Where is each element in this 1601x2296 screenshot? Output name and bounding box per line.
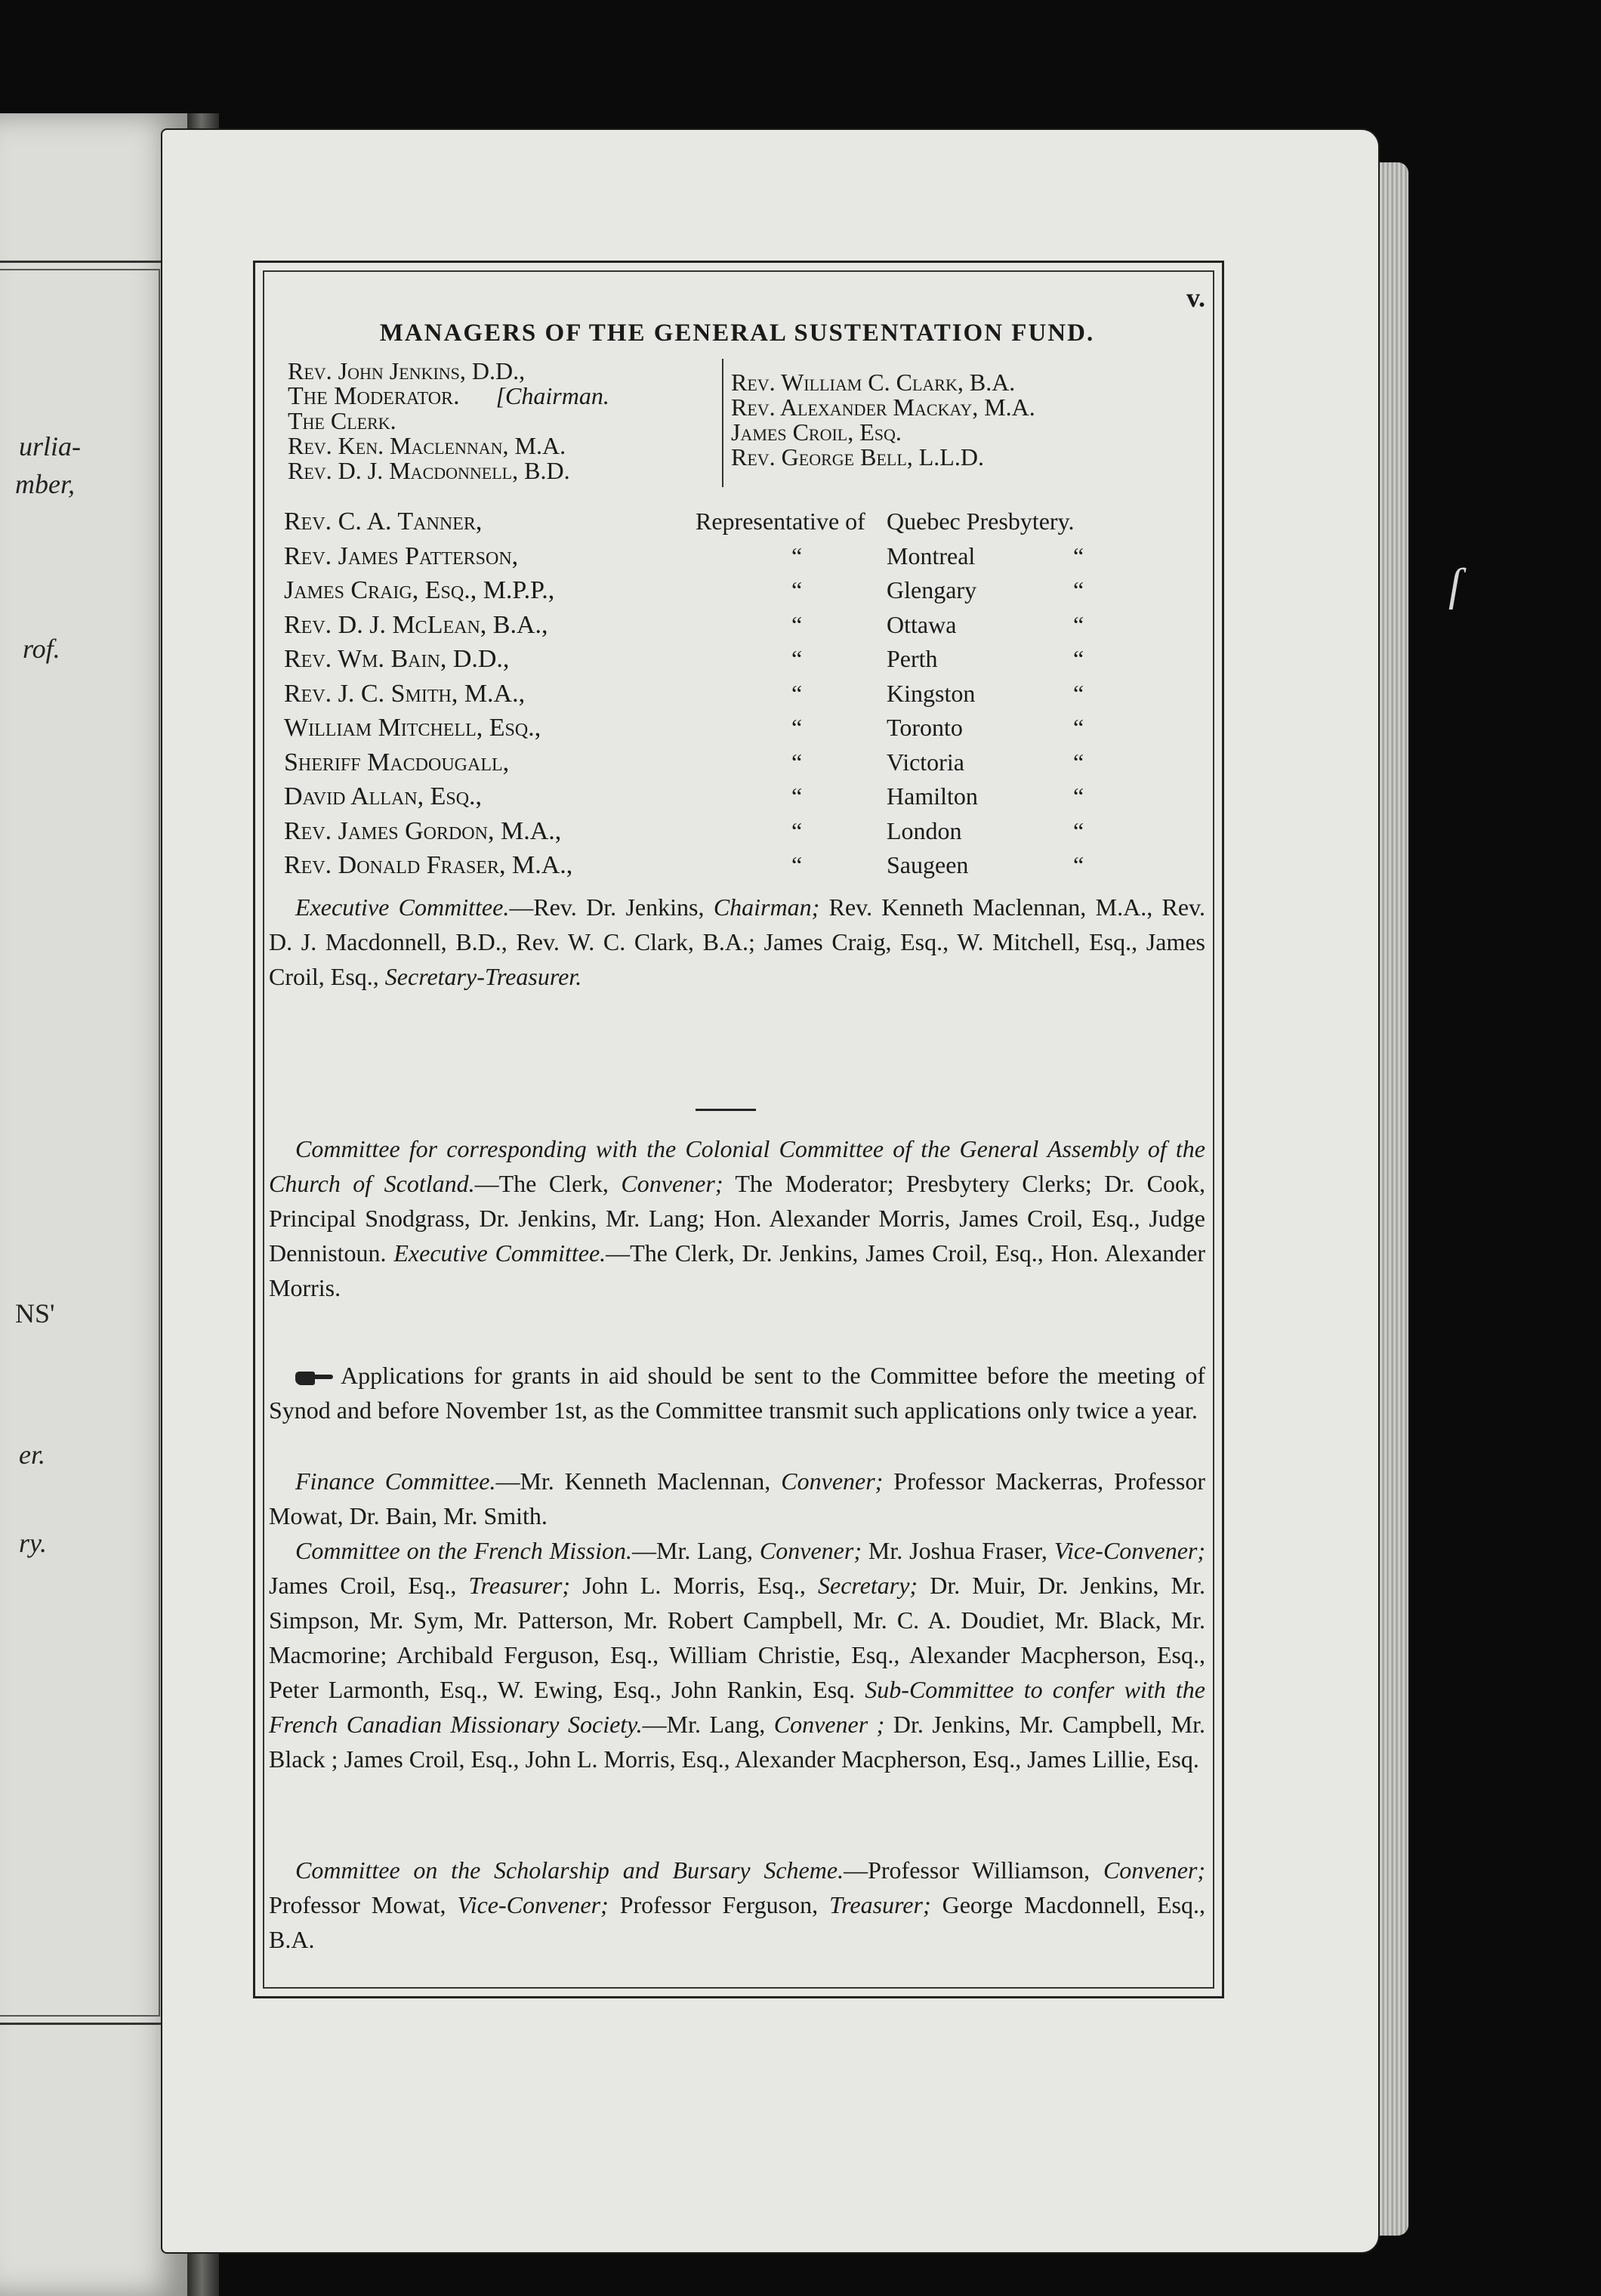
- representative-row: [284, 814, 1198, 849]
- presbytery-name: Montreal: [887, 542, 976, 569]
- ditto-mark: “: [791, 782, 803, 810]
- ditto-mark: “: [1073, 576, 1084, 603]
- representative-name: Rev. Donald Fraser, M.A.,: [284, 851, 573, 879]
- page-edges: [1374, 162, 1408, 2236]
- representative-row: [284, 848, 1198, 883]
- representative-name: David Allan, Esq.,: [284, 782, 483, 810]
- ditto-mark: “: [791, 645, 803, 672]
- representative-row: [284, 677, 1198, 711]
- paragraph-text: —Rev. Dr. Jenkins,: [509, 893, 714, 921]
- representative-row: [284, 505, 1198, 539]
- presbytery-name: Toronto: [887, 714, 963, 741]
- manager-entry: Rev. John Jenkins, D.D.,: [288, 357, 526, 384]
- ditto-mark: “: [1073, 714, 1084, 741]
- ditto-mark: “: [1073, 851, 1084, 878]
- presbytery-name: Ottawa: [887, 610, 957, 638]
- representative-row: [284, 745, 1198, 780]
- paragraph-text: —Mr. Kenneth Maclennan,: [495, 1467, 782, 1495]
- page-content: [269, 278, 1205, 1981]
- representative-row: [284, 711, 1198, 745]
- french-mission-paragraph: [269, 1533, 1205, 1776]
- paragraph-text: Professor Mackerras, Professor Mowat, Dr. Bain, Mr. Smith.: [269, 1467, 1206, 1529]
- presbytery-name: Saugeen: [887, 851, 969, 878]
- section-label: Sub-Committee to confer with the French Canadian Missionary Society.: [269, 1676, 1206, 1738]
- representative-row: [284, 539, 1198, 574]
- representative-name: James Craig, Esq., M.P.P.,: [284, 576, 555, 604]
- ditto-mark: “: [791, 576, 803, 603]
- representatives-list: [284, 505, 1198, 883]
- paragraph-text: —Professor Williamson,: [844, 1856, 1103, 1884]
- paragraph-text: James Croil, Esq.,: [269, 1572, 469, 1599]
- presbytery-name: Perth: [887, 645, 938, 672]
- left-page: [0, 113, 187, 2296]
- executive-committee-paragraph: [269, 890, 1205, 994]
- paragraph-text: —Mr. Lang,: [631, 1537, 760, 1564]
- ditto-mark: “: [791, 714, 803, 741]
- role-label: Convener;: [621, 1170, 723, 1197]
- left-fragment: rof.: [23, 634, 60, 664]
- section-label: Committee for corresponding with the Colonial Committee of the General Assembly of the Church of Scotland.: [269, 1135, 1205, 1197]
- representative-name: Rev. James Gordon, M.A.,: [284, 816, 562, 845]
- paragraph-text: George Macdonnell, Esq., B.A.: [269, 1891, 1206, 1953]
- paragraph-text: Mr. Joshua Fraser,: [861, 1537, 1054, 1564]
- ditto-mark: “: [1073, 610, 1084, 638]
- colonial-committee-paragraph: [269, 1131, 1205, 1305]
- managers-list-right: [722, 359, 1184, 487]
- section-label: Executive Committee.: [295, 893, 510, 921]
- paragraph-text: —The Clerk, Dr. Jenkins, James Croil, Esq., Hon. Alexander Morris.: [269, 1239, 1206, 1301]
- pointing-hand-icon: [295, 1369, 333, 1388]
- paragraph-text: Professor Ferguson,: [608, 1891, 830, 1918]
- presbytery-name: Hamilton: [887, 782, 978, 810]
- scholarship-committee-paragraph: [269, 1853, 1205, 1957]
- ditto-mark: “: [1073, 679, 1084, 707]
- paragraph-text: —Mr. Lang,: [642, 1711, 774, 1738]
- left-fragment: ry.: [19, 1528, 48, 1558]
- managers-list-left: [288, 359, 726, 483]
- left-fragment: urlia-: [19, 431, 82, 461]
- left-page-frame: [0, 261, 168, 2025]
- role-label: Convener;: [1103, 1856, 1206, 1884]
- paragraph-text: Applications for grants in aid should be sent to the Committee before the meeting of Synod and before November 1st, as the Committee transmit such applications only twice a year.: [269, 1362, 1205, 1424]
- presbytery-name: Quebec Presbytery.: [887, 508, 1075, 535]
- page-border: [253, 261, 1224, 1998]
- manager-entry: Rev. Ken. Maclennan, M.A.: [288, 432, 566, 459]
- paragraph-text: Dr. Jenkins, Mr. Campbell, Mr. Black ; James Croil, Esq., John L. Morris, Esq., Alexander Macpherson, Esq., James Lillie, Esq.: [269, 1711, 1206, 1773]
- paragraph-text: Dr. Muir, Dr. Jenkins, Mr. Simpson, Mr. Sym, Mr. Patterson, Mr. Robert Campbell, Mr. C. A. Doudiet, Mr. Black, Mr. Macmorine; Archibald Ferguson, Esq., William Christie, Esq., Alexander Macpherson, Esq., Peter Larmonth, Esq., W. Ewing, Esq., John Rankin, Esq.: [269, 1572, 1205, 1703]
- paragraph-text: —The Clerk,: [474, 1170, 622, 1197]
- presbytery-name: London: [887, 816, 962, 844]
- ditto-mark: “: [791, 610, 803, 638]
- chairman-note: [Chairman.: [495, 382, 609, 409]
- ditto-mark: “: [791, 542, 803, 569]
- representative-header: Representative of: [696, 508, 865, 535]
- representative-name: Rev. James Patterson,: [284, 542, 519, 570]
- role-label: Secretary-Treasurer.: [384, 963, 582, 990]
- section-label: Committee on the French Mission.: [295, 1537, 632, 1564]
- manager-entry: Rev. George Bell, L.L.D.: [731, 443, 984, 471]
- manager-entry: Rev. William C. Clark, B.A.: [731, 369, 1016, 396]
- notice-paragraph: [269, 1358, 1205, 1427]
- left-fragment: mber,: [15, 469, 75, 499]
- role-label: Vice-Convener;: [457, 1891, 609, 1918]
- ditto-mark: “: [1073, 782, 1084, 810]
- presbytery-name: Victoria: [887, 748, 964, 776]
- section-label: Executive Committee.: [393, 1239, 606, 1267]
- ditto-mark: “: [1073, 645, 1084, 672]
- role-label: Vice-Convener;: [1053, 1537, 1205, 1564]
- manager-entry: Rev. Alexander Mackay, M.A.: [731, 393, 1035, 421]
- representative-name: William Mitchell, Esq.,: [284, 714, 541, 742]
- role-label: Chairman;: [713, 893, 820, 921]
- representative-row: [284, 779, 1198, 814]
- section-label: Committee on the Scholarship and Bursary Scheme.: [295, 1856, 844, 1884]
- manager-entry: The Clerk.: [288, 407, 396, 434]
- left-fragment: NS': [15, 1298, 55, 1329]
- paragraph-text: The Moderator; Presbytery Clerks; Dr. Cook, Principal Snodgrass, Dr. Jenkins, Mr. Lang; Hon. Alexander Morris, James Croil, Esq., Judge Dennistoun.: [269, 1170, 1206, 1267]
- role-label: Convener ;: [773, 1711, 885, 1738]
- page-number: v.: [1186, 282, 1205, 313]
- finance-committee-paragraph: [269, 1464, 1205, 1533]
- ditto-mark: “: [791, 816, 803, 844]
- page-title: MANAGERS OF THE GENERAL SUSTENTATION FUND.: [379, 319, 1095, 347]
- manager-entry: The Moderator.: [288, 382, 460, 410]
- representative-name: Rev. C. A. Tanner,: [284, 508, 483, 535]
- ditto-mark: “: [791, 851, 803, 878]
- presbytery-name: Kingston: [887, 679, 976, 707]
- presbytery-name: Glengary: [887, 576, 977, 603]
- paragraph-text: John L. Morris, Esq.,: [570, 1572, 818, 1599]
- role-label: Convener;: [759, 1537, 862, 1564]
- section-label: Finance Committee.: [295, 1467, 496, 1495]
- representative-name: Rev. J. C. Smith, M.A.,: [284, 679, 526, 708]
- ditto-mark: “: [1073, 748, 1084, 776]
- manager-entry: Rev. D. J. Macdonnell, B.D.: [288, 457, 570, 484]
- representative-name: Rev. D. J. McLean, B.A.,: [284, 610, 548, 639]
- paragraph-text: Professor Mowat,: [269, 1891, 458, 1918]
- representative-name: Sheriff Macdougall,: [284, 748, 510, 776]
- ditto-mark: “: [1073, 542, 1084, 569]
- role-label: Treasurer;: [468, 1572, 571, 1599]
- representative-row: [284, 608, 1198, 643]
- margin-mark: ſ: [1448, 560, 1461, 609]
- left-fragment: er.: [19, 1440, 45, 1470]
- role-label: Secretary;: [818, 1572, 918, 1599]
- representative-name: Rev. Wm. Bain, D.D.,: [284, 645, 510, 673]
- ditto-mark: “: [791, 748, 803, 776]
- representative-row: [284, 573, 1198, 608]
- ditto-mark: “: [791, 679, 803, 707]
- ditto-mark: “: [1073, 816, 1084, 844]
- role-label: Treasurer;: [829, 1891, 931, 1918]
- role-label: Convener;: [781, 1467, 884, 1495]
- paragraph-text: Rev. Kenneth Maclennan, M.A., Rev. D. J. Macdonnell, B.D., Rev. W. C. Clark, B.A.; James Craig, Esq., W. Mitchell, Esq., James Croil, Esq.,: [269, 893, 1206, 990]
- section-divider: [696, 1109, 756, 1111]
- representative-row: [284, 642, 1198, 677]
- manager-entry: James Croil, Esq.: [731, 418, 902, 446]
